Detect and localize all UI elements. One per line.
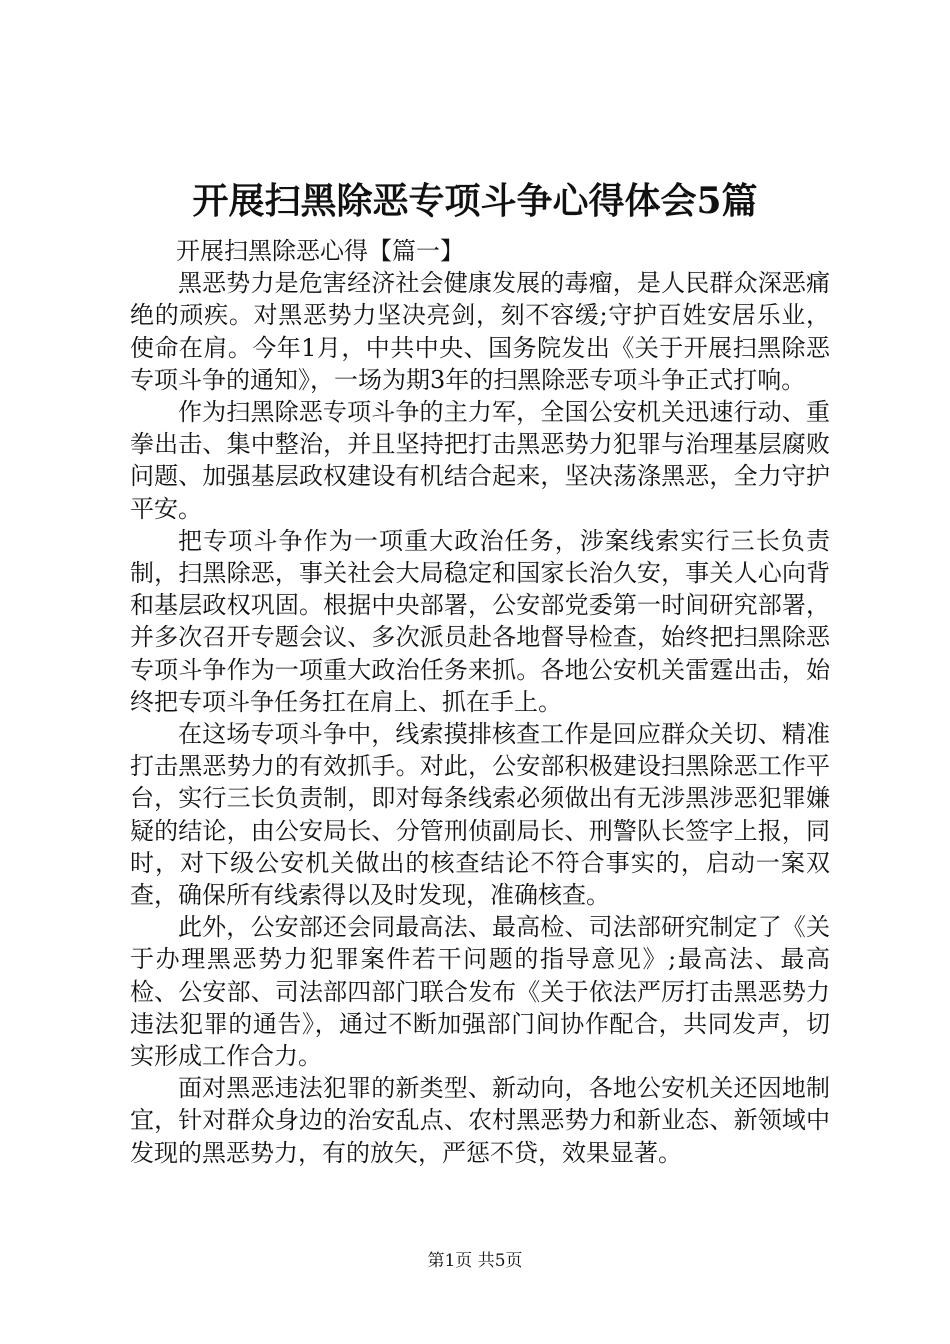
document-title: 开展扫黑除恶专项斗争心得体会5篇 <box>192 180 758 222</box>
paragraph-1: 黑恶势力是危害经济社会健康发展的毒瘤，是人民群众深恶痛绝的顽疾。对黑恶势力坚决亮剑，刻不容缓;守护百姓安居乐业，使命在肩。今年1月，中共中央、国务院发出《关于开展扫黑除恶专项斗争的通知》，一场为期3年的扫黑除恶专项斗争正式打响。 <box>130 269 830 394</box>
paragraph-5: 此外，公安部还会同最高法、最高检、司法部研究制定了《关于办理黑恶势力犯罪案件若干问题的指导意见》;最高法、最高检、公安部、司法部四部门联合发布《关于依法严厉打击黑恶势力违法犯罪的通告》，通过不断加强部门间协作配合，共同发声，切实形成工作合力。 <box>130 913 830 1071</box>
paragraph-6: 面对黑恶违法犯罪的新类型、新动向，各地公安机关还因地制宜，针对群众身边的治安乱点、农村黑恶势力和新业态、新领域中发现的黑恶势力，有的放矢，严惩不贷，效果显著。 <box>130 1074 830 1167</box>
page-footer <box>0 1246 950 1271</box>
section-heading: 开展扫黑除恶心得【篇一】 <box>176 237 464 265</box>
paragraph-2: 作为扫黑除恶专项斗争的主力军，全国公安机关迅速行动、重拳出击、集中整治，并且坚持把打击黑恶势力犯罪与治理基层腐败问题、加强基层政权建设有机结合起来，坚决荡涤黑恶，全力守护平安。 <box>130 398 830 523</box>
paragraph-3: 把专项斗争作为一项重大政治任务，涉案线索实行三长负责制，扫黑除恶，事关社会大局稳定和国家长治久安，事关人心向背和基层政权巩固。根据中央部署，公安部党委第一时间研究部署，并多次召开专题会议、多次派员赴各地督导检查，始终把扫黑除恶专项斗争作为一项重大政治任务来抓。各地公安机关雷霆出击，始终把专项斗争任务扛在肩上、抓在手上。 <box>130 526 830 716</box>
paragraph-4: 在这场专项斗争中，线索摸排核查工作是回应群众关切、精准打击黑恶势力的有效抓手。对此，公安部积极建设扫黑除恶工作平台，实行三长负责制，即对每条线索必须做出有无涉黑涉恶犯罪嫌疑的结论，由公安局长、分管刑侦副局长、刑警队长签字上报，同时，对下级公安机关做出的核查结论不符合事实的，启动一案双查，确保所有线索得以及时发现，准确核查。 <box>130 720 830 910</box>
document-body <box>130 235 830 1169</box>
page-number-label: 第1页 共5页 <box>427 1251 523 1271</box>
